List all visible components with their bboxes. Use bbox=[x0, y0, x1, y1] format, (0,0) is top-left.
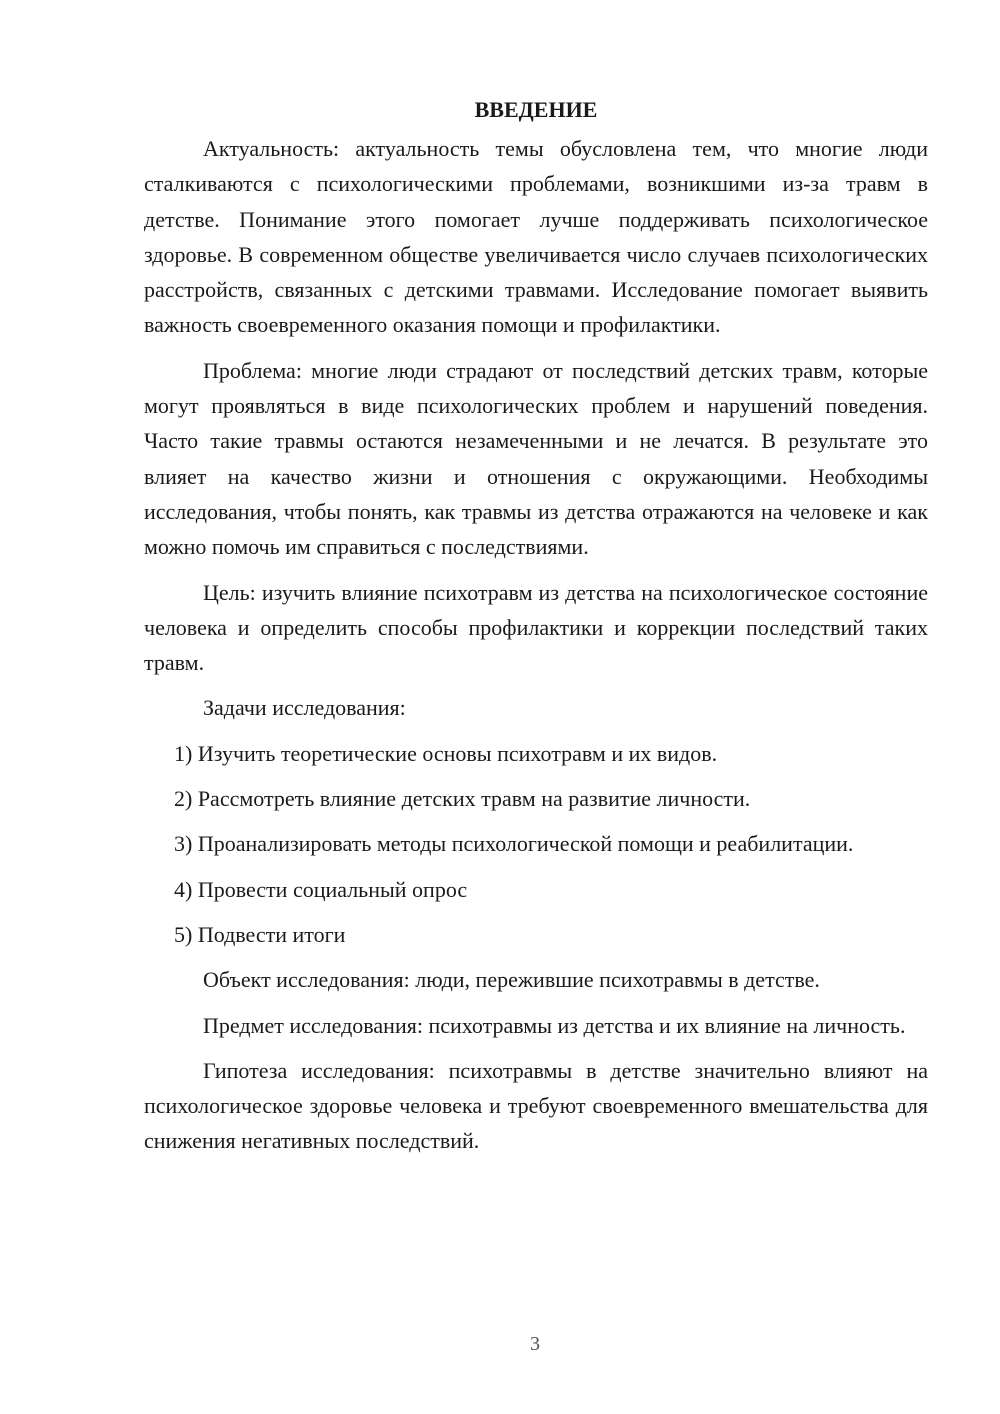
tasks-heading: Задачи исследования: bbox=[203, 695, 406, 721]
task-item-3: 3) Проанализировать методы психологической помощи и реабилитации. bbox=[174, 831, 854, 857]
goal-paragraph: Цель: изучить влияние психотравм из детства на психологическое состояние человека и определить способы профилактики и коррекции последствий таких травм. bbox=[144, 579, 928, 676]
task-item-1: 1) Изучить теоретические основы психотравм и их видов. bbox=[174, 740, 718, 766]
subject-paragraph: Предмет исследования: психотравмы из детства и их влияние на личность. bbox=[203, 1012, 906, 1038]
object-paragraph: Объект исследования: люди, пережившие психотравмы в детстве. bbox=[203, 967, 820, 993]
document-page bbox=[144, 92, 928, 1169]
task-item-4: 4) Провести социальный опрос bbox=[174, 876, 468, 902]
relevance-paragraph: Актуальность: актуальность темы обусловлена тем, что многие люди сталкиваются с психологическими проблемами, возникшими из-за травм в детстве. Понимание этого помогает лучше поддерживать психологическое здоровье. В современном обществе увеличивается число случаев психологических расстройств, связанных с детскими травмами. Исследование помогает выявить важность своевременного оказания помощи и профилактики. bbox=[144, 136, 928, 338]
page-title: ВВЕДЕНИЕ bbox=[474, 97, 598, 122]
problem-paragraph: Проблема: многие люди страдают от последствий детских травм, которые могут проявляться в виде психологических проблем и нарушений поведения. Часто такие травмы остаются незамеченными и не лечатся. В результате это влияет на качество жизни и отношения с окружающими. Необходимы исследования, чтобы понять, как травмы из детства отражаются на человеке и как можно помочь им справиться с последствиями. bbox=[144, 357, 928, 560]
task-item-5: 5) Подвести итоги bbox=[174, 921, 346, 947]
hypothesis-paragraph: Гипотеза исследования: психотравмы в детстве значительно влияют на психологическое здоровье человека и требуют своевременного вмешательства для снижения негативных последствий. bbox=[144, 1057, 928, 1154]
page-number: 3 bbox=[530, 1333, 540, 1355]
task-item-2: 2) Рассмотреть влияние детских травм на развитие личности. bbox=[174, 786, 751, 812]
